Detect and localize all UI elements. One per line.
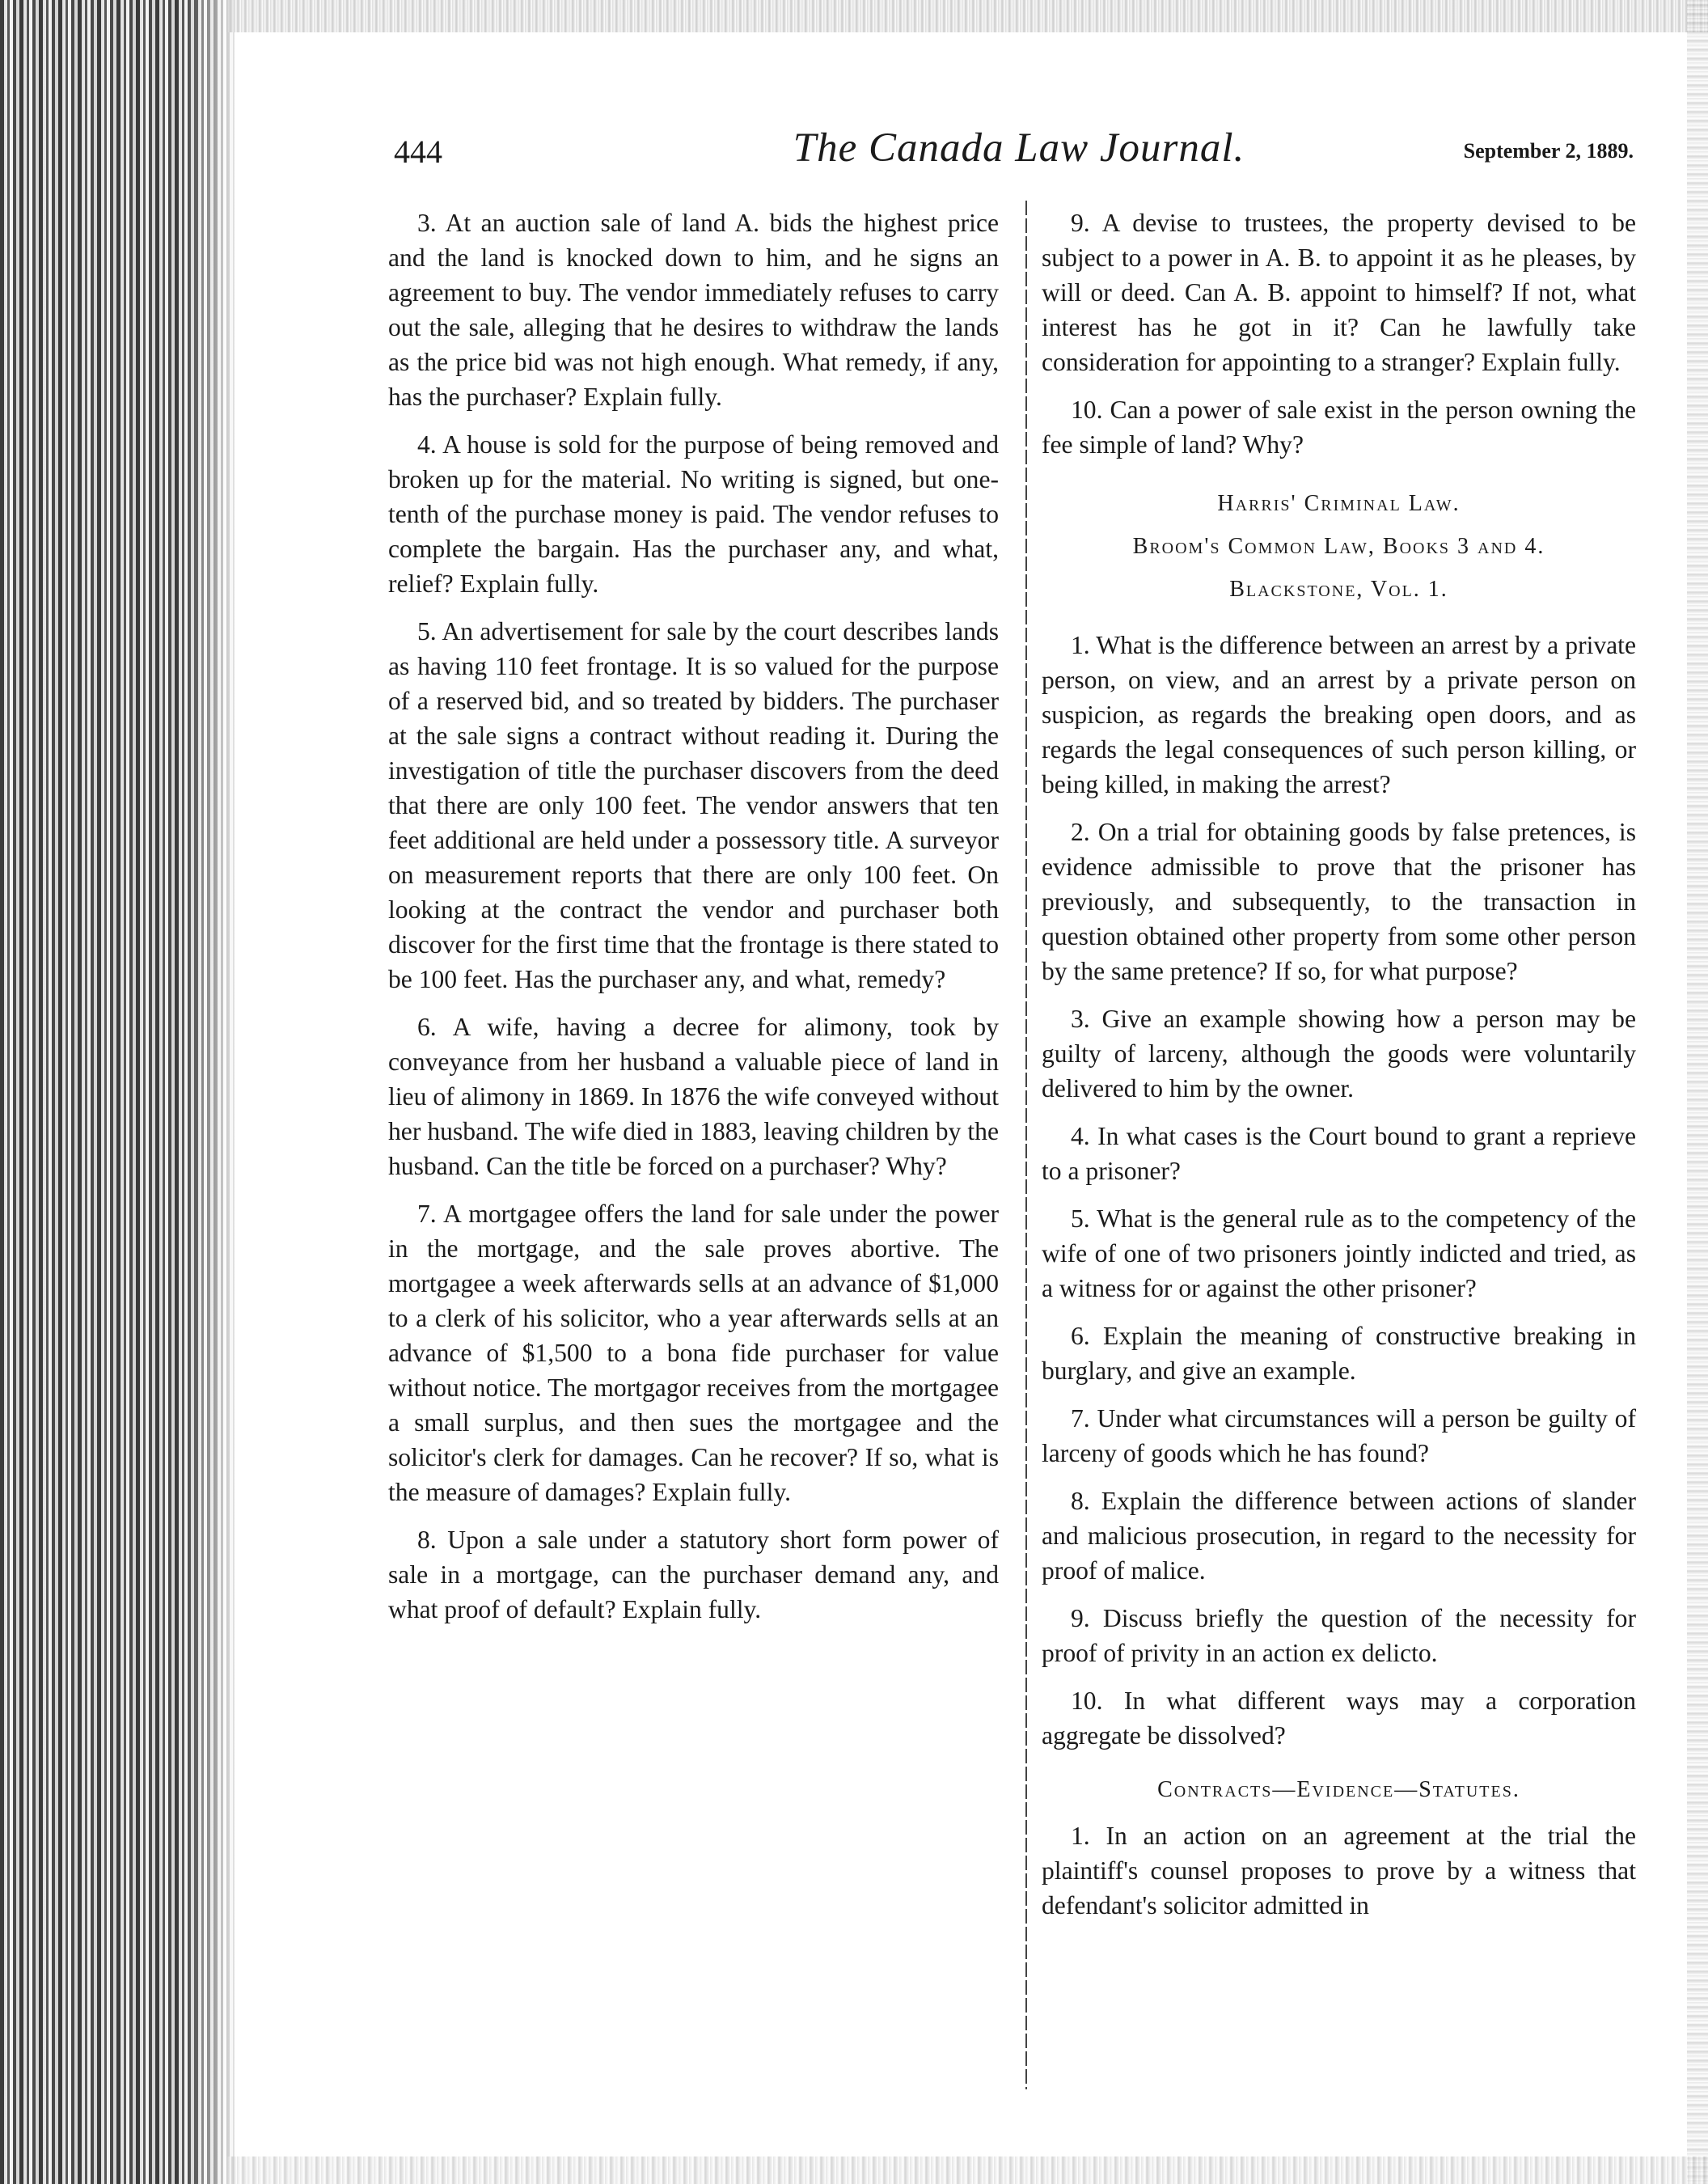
issue-date: September 2, 1889.: [1463, 139, 1634, 163]
section-heading: Blackstone, Vol. 1.: [1229, 577, 1448, 602]
section-heading: Harris' Criminal Law.: [1217, 491, 1461, 516]
question-paragraph: 8. Upon a sale under a statutory short form power of sale in a mortgage, can the purchaser demand any, and what proof of default? Explain fully.: [388, 1526, 999, 1623]
journal-page: [388, 121, 1650, 2095]
question-paragraph: 6. A wife, having a decree for alimony, took by conveyance from her husband a valuable piece of land in lieu of alimony in 1869. In 1876 the wife conveyed without her husband. The wife died in 1883, leaving children by the husband. Can the title be forced on a purchaser? Why?: [388, 1013, 999, 1180]
page-number: 444: [394, 133, 442, 170]
question-paragraph: 5. What is the general rule as to the competency of the wife of one of two prisoners jointly indicted and tried, as a witness for or against the other prisoner?: [1042, 1204, 1636, 1302]
question-paragraph: 2. On a trial for obtaining goods by false pretences, is evidence admissible to prove that the prisoner has previously, and subsequently, to the transaction in question obtained other property from some other person by the same pretence? If so, for what purpose?: [1042, 818, 1636, 985]
left-column: [388, 205, 999, 1640]
question-paragraph: 3. Give an example showing how a person may be guilty of larceny, although the goods were voluntarily delivered to him by the owner.: [1042, 1005, 1636, 1103]
page-header: [388, 121, 1650, 186]
scan-shadow: [186, 0, 243, 2184]
question-paragraph: 6. Explain the meaning of constructive breaking in burglary, and give an example.: [1042, 1322, 1636, 1385]
question-paragraph: 10. Can a power of sale exist in the person owning the fee simple of land? Why?: [1042, 396, 1636, 459]
question-paragraph: 1. In an action on an agreement at the trial the plaintiff's counsel proposes to prove by a witness that defendant's solicitor admitted in: [1042, 1822, 1636, 1919]
scan-right-edge: [1687, 0, 1708, 2184]
question-paragraph: 1. What is the difference between an arrest by a private person, on view, and an arrest by a private person on suspicion, as regards the breaking open doors, and as regards the legal consequences of such person killing, or being killed, in making the arrest?: [1042, 631, 1636, 798]
column-divider: [1025, 201, 1027, 2089]
section-heading: Broom's Common Law, Books 3 and 4.: [1132, 534, 1545, 559]
question-paragraph: 3. At an auction sale of land A. bids the highest price and the land is knocked down to him, and he signs an agreement to buy. The vendor immediately refuses to carry out the sale, alleging that he desires to withdraw the lands as the price bid was not high enough. What remedy, if any, has the purchaser? Explain fully.: [388, 209, 999, 411]
question-paragraph: 7. A mortgagee offers the land for sale under the power in the mortgage, and the sale proves abortive. The mortgagee a week afterwards sells at an advance of $1,000 to a clerk of his solicitor, who a year afterwards sells at an advance of $1,500 to a bona fide purchaser for value without notice. The mortgagor receives from the mortgagee a small surplus, and then sues the mortgagee and the solicitor's clerk for damages. Can he recover? If so, what is the measure of damages? Explain fully.: [388, 1200, 999, 1506]
question-paragraph: 5. An advertisement for sale by the court describes lands as having 110 feet frontage. It is so valued for the purpose of a reserved bid, and so treated by bidders. The purchaser at the sale signs a contract without reading it. During the investigation of title the purchaser discovers from the deed that there are only 100 feet. The vendor answers that ten feet additional are held under a possessory title. A surveyor on measurement reports that there are only 100 feet. On looking at the contract the vendor and purchaser both discover for the first time that the frontage is there stated to be 100 feet. Has the purchaser any, and what, remedy?: [388, 617, 999, 993]
question-paragraph: 8. Explain the difference between actions of slander and malicious prosecution, in regard to the necessity for proof of malice.: [1042, 1487, 1636, 1585]
question-paragraph: 7. Under what circumstances will a person be guilty of larceny of goods which he has found?: [1042, 1404, 1636, 1467]
section-heading: Contracts—Evidence—Statutes.: [1157, 1777, 1520, 1802]
right-column: [1042, 205, 1636, 1936]
question-paragraph: 9. A devise to trustees, the property devised to be subject to a power in A. B. to appoint it as he pleases, by will or deed. Can A. B. appoint to himself? If not, what interest has he got in it? Can he lawfully take consideration for appointing to a stranger? Explain fully.: [1042, 209, 1636, 376]
question-paragraph: 4. In what cases is the Court bound to grant a reprieve to a prisoner?: [1042, 1122, 1636, 1185]
question-paragraph: 10. In what different ways may a corporation aggregate be dissolved?: [1042, 1687, 1636, 1750]
scan-bottom-edge: [226, 2156, 1708, 2184]
journal-title: The Canada Law Journal.: [793, 125, 1245, 171]
scan-top-edge: [226, 0, 1708, 32]
question-paragraph: 9. Discuss briefly the question of the necessity for proof of privity in an action ex delicto.: [1042, 1604, 1636, 1667]
question-paragraph: 4. A house is sold for the purpose of being removed and broken up for the material. No writing is signed, but one-tenth of the purchase money is paid. The vendor refuses to complete the bargain. Has the purchaser any, and what, relief? Explain fully.: [388, 430, 999, 598]
